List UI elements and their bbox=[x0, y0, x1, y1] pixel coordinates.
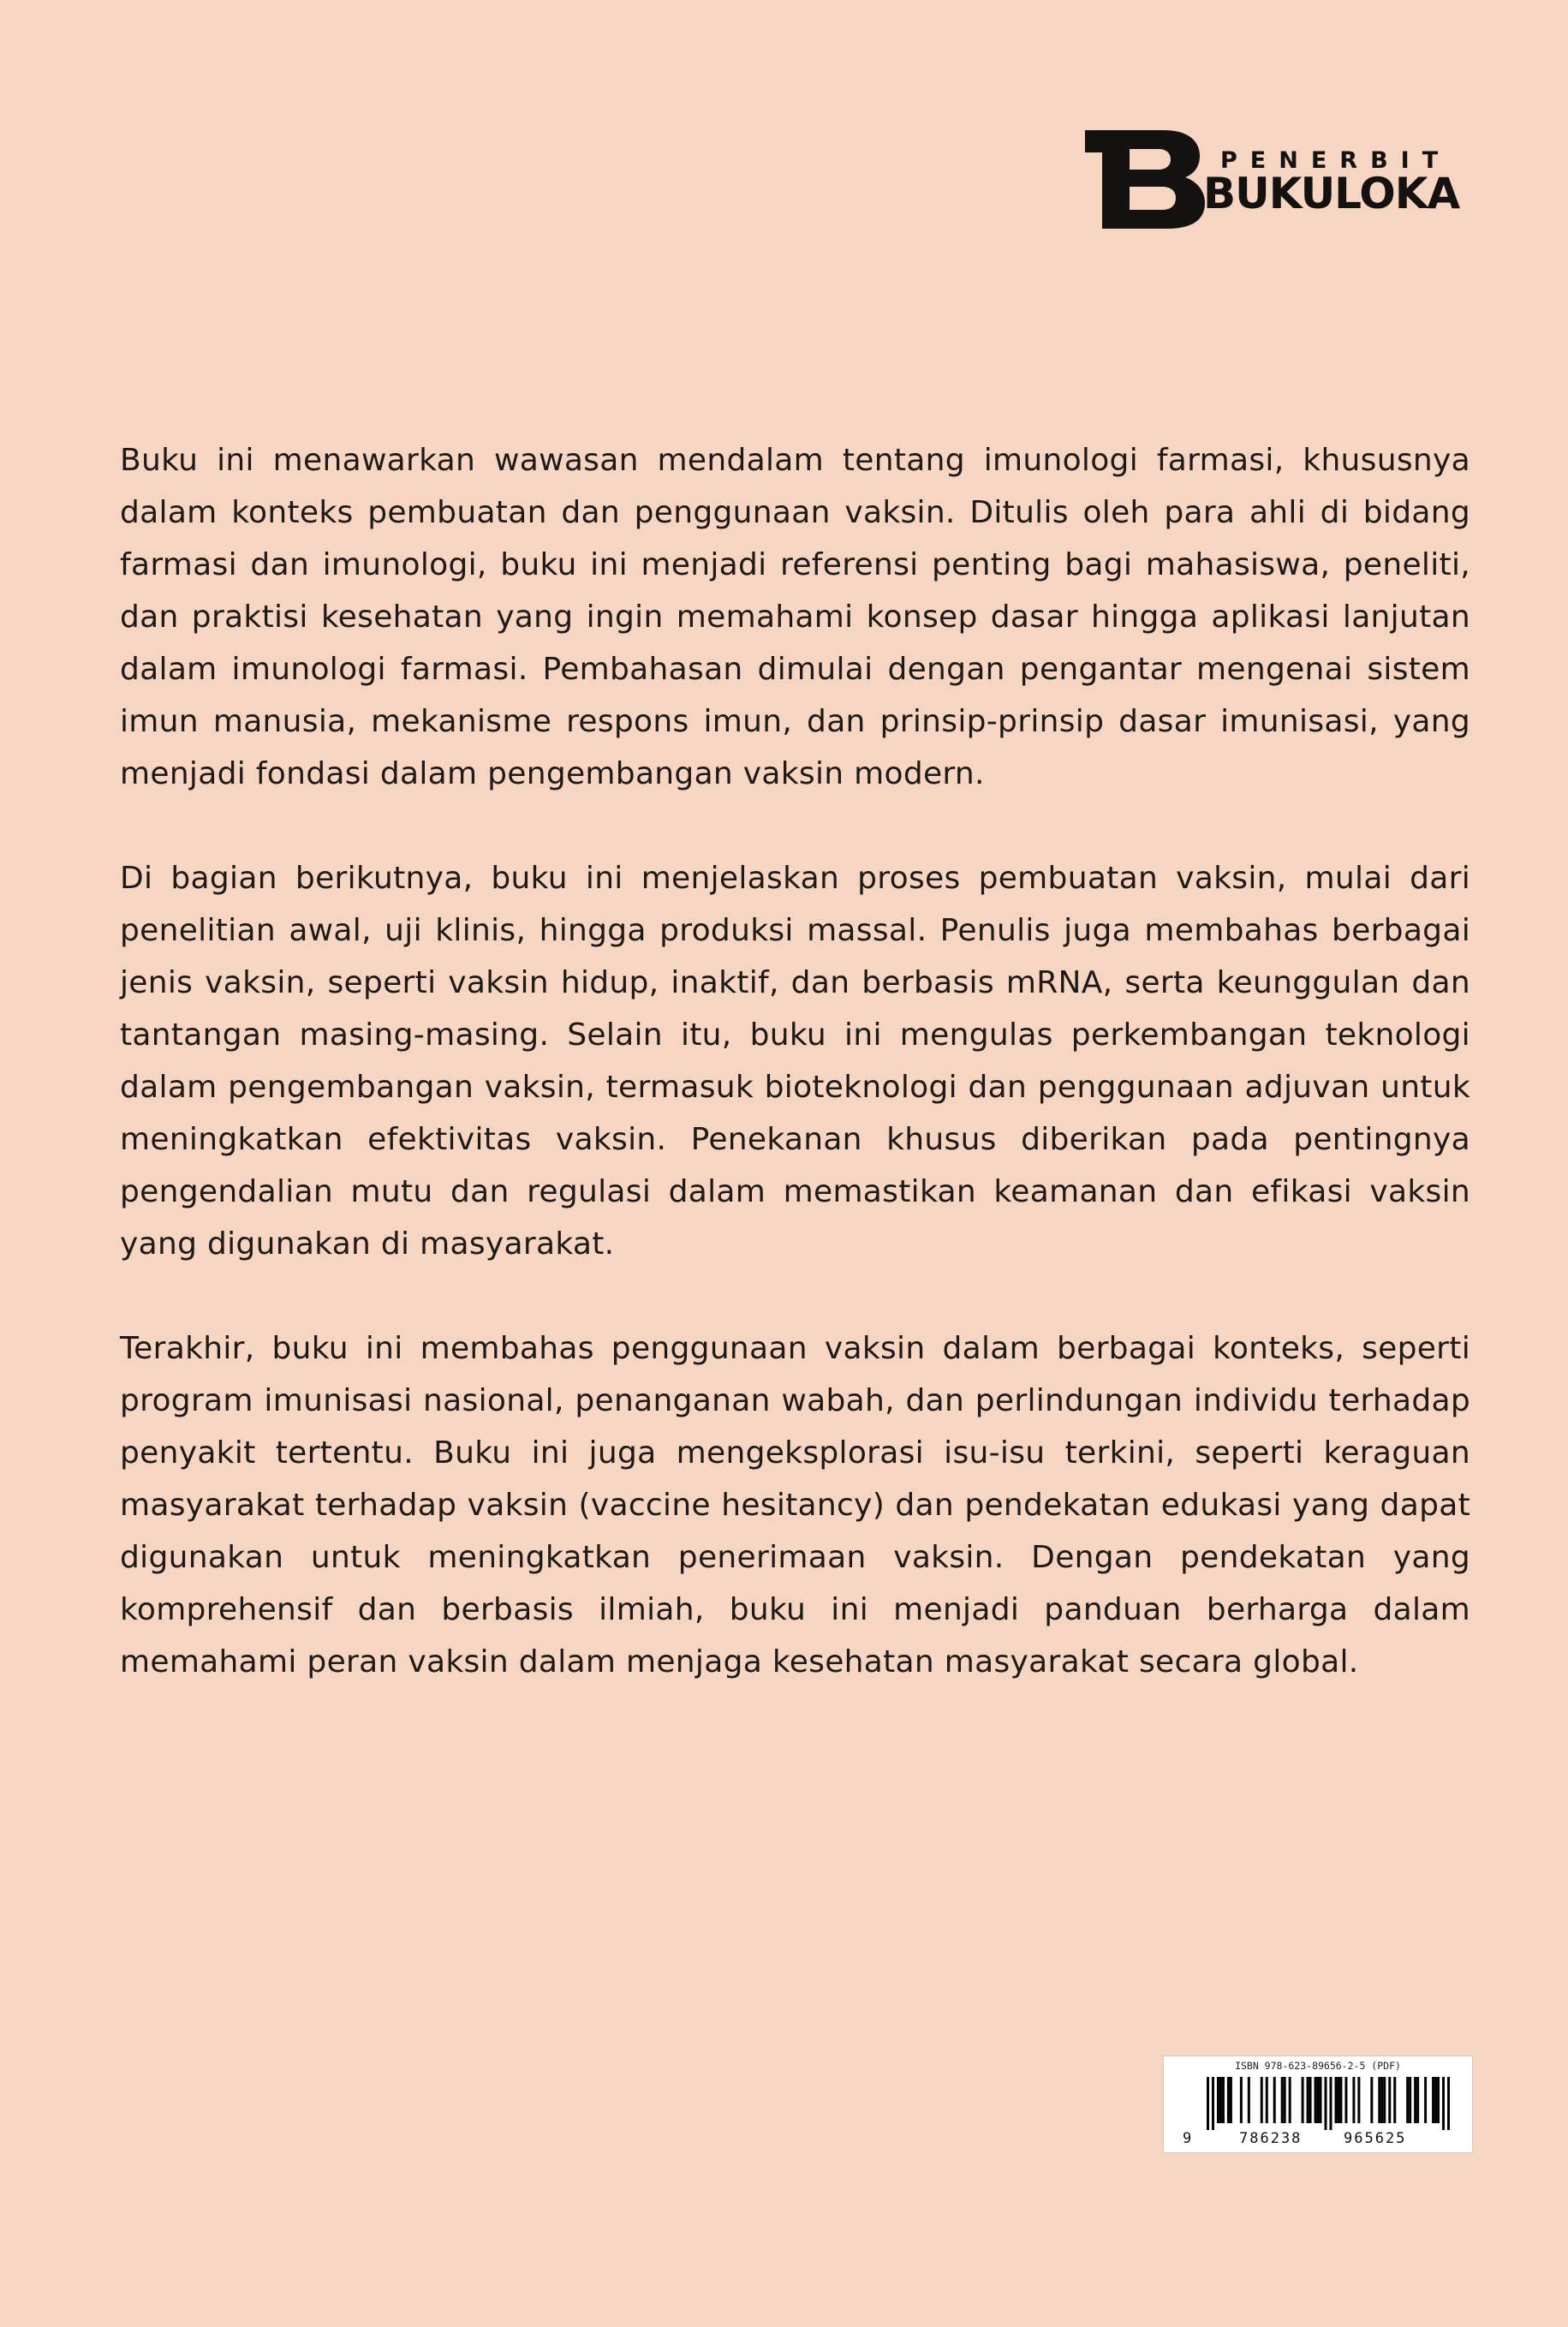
barcode-bar bbox=[1227, 2077, 1230, 2123]
barcode-bar bbox=[1207, 2077, 1209, 2130]
publisher-logo bbox=[1085, 130, 1470, 233]
barcode-bar bbox=[1266, 2077, 1268, 2123]
barcode-bar bbox=[1393, 2077, 1396, 2123]
barcode-bar bbox=[1217, 2077, 1219, 2123]
barcode-bar bbox=[1212, 2077, 1214, 2130]
barcode-lead-digit: 9 bbox=[1183, 2130, 1192, 2147]
barcode-bar bbox=[1424, 2077, 1427, 2123]
barcode-bar bbox=[1219, 2077, 1222, 2123]
blurb-paragraph-1: Buku ini menawarkan wawasan mendalam tentang imunologi farmasi, khususnya dalam konteks pembuatan dan penggunaan vaksin. Ditulis oleh para ahli di bidang farmasi dan imunologi, buku ini menjadi referensi penting bagi mahasiswa, peneliti, dan praktisi kesehatan yang ingin memahami konsep dasar hingga aplikasi lanjutan dalam imunologi farmasi. Pembahasan dimulai dengan pengantar mengenai sistem imun manusia, mekanisme respons imun, dan prinsip-prinsip dasar imunisasi, yang menjadi fondasi dalam pengembangan vaksin modern. bbox=[120, 443, 1470, 791]
barcode-bar bbox=[1309, 2077, 1312, 2123]
barcode-bar bbox=[1380, 2077, 1383, 2123]
barcode-bar bbox=[1302, 2077, 1304, 2123]
publisher-name: BUKULOKA bbox=[1203, 169, 1460, 218]
isbn-label: ISBN 978-623-89656-2-5 (PDF) bbox=[1235, 2060, 1401, 2072]
barcode-bar bbox=[1383, 2077, 1386, 2123]
blurb-paragraph-3: Terakhir, buku ini membahas penggunaan vaksin dalam berbagai konteks, seperti program imunisasi nasional, penanganan wabah, dan perlindungan individu terhadap penyakit tertentu. Buku ini juga mengeksplorasi isu-isu terkini, seperti keraguan masyarakat terhadap vaksin (vaccine hesitancy) dan pendekatan edukasi yang dapat digunakan untuk meningkatkan penerimaan vaksin. Dengan pendekatan yang komprehensif dan berbasis ilmiah, buku ini menjadi panduan berharga dalam memahami peran vaksin dalam menjaga kesehatan masyarakat secara global. bbox=[120, 1331, 1470, 1680]
barcode-bar bbox=[1357, 2077, 1360, 2123]
barcode-bar bbox=[1317, 2077, 1320, 2123]
barcode-bar bbox=[1289, 2077, 1291, 2123]
barcode-bar bbox=[1416, 2077, 1419, 2123]
publisher-kicker: PENERBIT bbox=[1220, 147, 1452, 174]
barcode-bar bbox=[1378, 2077, 1380, 2123]
barcode-bar bbox=[1344, 2077, 1347, 2123]
barcode-bar bbox=[1329, 2077, 1332, 2130]
barcode-bar bbox=[1334, 2077, 1337, 2123]
barcode-bar bbox=[1352, 2077, 1355, 2123]
barcode-bar bbox=[1442, 2077, 1445, 2130]
barcode-bar bbox=[1388, 2077, 1391, 2123]
barcode-bar bbox=[1337, 2077, 1339, 2123]
barcode-bar bbox=[1315, 2077, 1317, 2123]
barcode-bar bbox=[1248, 2077, 1250, 2123]
barcode-bar bbox=[1307, 2077, 1309, 2123]
barcode-bar bbox=[1414, 2077, 1416, 2123]
barcode-bar bbox=[1370, 2077, 1373, 2123]
barcode-bar bbox=[1273, 2077, 1276, 2123]
barcode-bar bbox=[1325, 2077, 1327, 2130]
barcode-bars bbox=[1207, 2077, 1450, 2130]
barcode-bar bbox=[1320, 2077, 1322, 2123]
letter-b-logo-icon bbox=[1085, 130, 1205, 229]
barcode-bar bbox=[1284, 2077, 1286, 2123]
barcode-bar bbox=[1434, 2077, 1437, 2123]
barcode-bar bbox=[1339, 2077, 1342, 2123]
isbn-barcode bbox=[1163, 2056, 1473, 2153]
barcode-bar bbox=[1222, 2077, 1225, 2123]
barcode-bar bbox=[1409, 2077, 1411, 2123]
barcode-left-digits: 786238 bbox=[1239, 2130, 1303, 2147]
barcode-bar bbox=[1230, 2077, 1232, 2123]
barcode-bar bbox=[1406, 2077, 1409, 2123]
barcode-bar bbox=[1432, 2077, 1434, 2123]
barcode-right-digits: 965625 bbox=[1344, 2130, 1407, 2147]
barcode-bar bbox=[1240, 2077, 1243, 2123]
barcode-bar bbox=[1437, 2077, 1440, 2123]
barcode-bar bbox=[1261, 2077, 1263, 2123]
book-blurb bbox=[120, 434, 1470, 1688]
blurb-paragraph-2: Di bagian berikutnya, buku ini menjelaskan proses pembuatan vaksin, mulai dari penelitian awal, uji klinis, hingga produksi massal. Penulis juga membahas berbagai jenis vaksin, seperti vaksin hidup, inaktif, dan berbasis mRNA, serta keunggulan dan tantangan masing-masing. Selain itu, buku ini mengulas perkembangan teknologi dalam pengembangan vaksin, termasuk bioteknologi dan penggunaan adjuvan untuk meningkatkan efektivitas vaksin. Penekanan khusus diberikan pada pentingnya pengendalian mutu dan regulasi dalam memastikan keamanan dan efikasi vaksin yang digunakan di masyarakat. bbox=[120, 861, 1470, 1262]
barcode-bar bbox=[1447, 2077, 1450, 2130]
barcode-bar bbox=[1281, 2077, 1284, 2123]
